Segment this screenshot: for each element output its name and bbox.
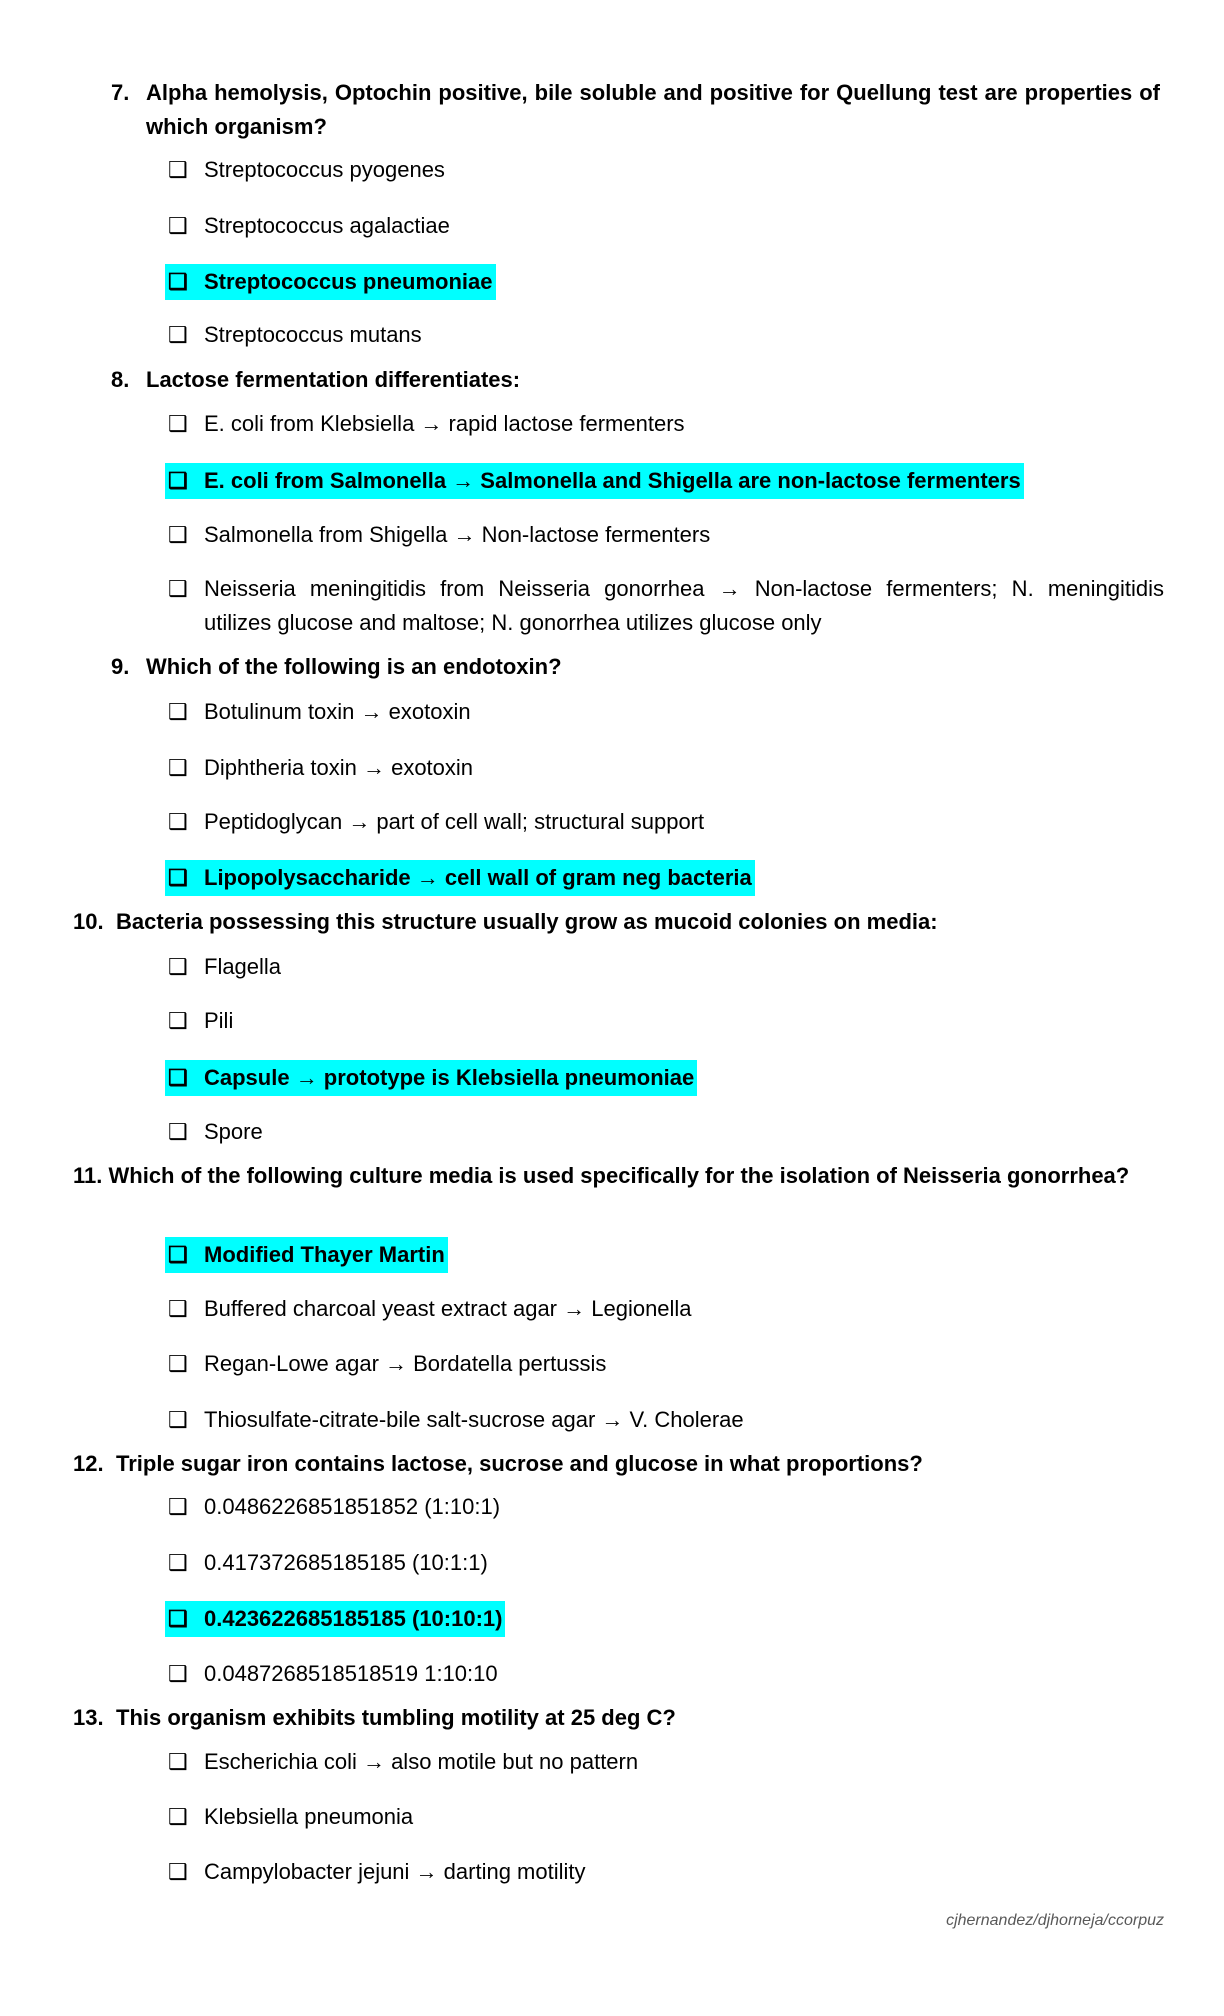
checkbox-icon[interactable]: ❑: [168, 522, 188, 547]
option-text: Buffered charcoal yeast extract agar → Legionella: [204, 1296, 692, 1321]
answer-option[interactable]: [168, 153, 445, 187]
option-text: Flagella: [204, 954, 282, 979]
question-number: 9.: [111, 654, 130, 679]
answer-option[interactable]: [168, 805, 704, 839]
question-text: Lactose fermentation differentiates:: [146, 367, 521, 392]
answer-option[interactable]: [168, 318, 422, 352]
answer-option-correct[interactable]: [165, 1060, 697, 1096]
option-text: Salmonella from Shigella → Non-lactose fermenters: [204, 522, 711, 547]
question-number: 8.: [111, 367, 130, 392]
option-text: Modified Thayer Martin: [204, 1242, 445, 1267]
answer-option[interactable]: [168, 209, 450, 243]
answer-option[interactable]: [168, 1490, 500, 1524]
checkbox-icon[interactable]: ❑: [168, 1661, 188, 1686]
question-number: 7.: [111, 80, 130, 105]
checkbox-icon[interactable]: ❑: [168, 1804, 188, 1829]
checkbox-icon[interactable]: ❑: [168, 1859, 188, 1884]
checkbox-icon[interactable]: ❑: [168, 1550, 188, 1575]
answer-option[interactable]: [168, 1292, 692, 1326]
answer-option[interactable]: [168, 1115, 263, 1149]
checkbox-icon[interactable]: ❑: [168, 213, 188, 238]
checkbox-icon[interactable]: ❑: [168, 809, 188, 834]
question-text: Bacteria possessing this structure usually grow as mucoid colonies on media:: [116, 909, 938, 934]
checkbox-icon[interactable]: ❑: [168, 1296, 188, 1321]
checkbox-icon[interactable]: ❑: [168, 1351, 188, 1376]
answer-option[interactable]: [168, 751, 473, 785]
option-text: Botulinum toxin → exotoxin: [204, 699, 471, 724]
option-text: Streptococcus pyogenes: [204, 157, 445, 182]
question-number: 13.: [73, 1705, 104, 1730]
option-text: 0.0487268518518519 1:10:10: [204, 1661, 498, 1686]
option-text: Neisseria meningitidis from Neisseria gonorrhea → Non-lactose fermenters; N. meningitidis utilizes glucose and maltose; N. gonorrhea utilizes glucose only: [204, 576, 1164, 635]
checkbox-icon[interactable]: ❑: [168, 411, 188, 436]
checkbox-icon[interactable]: ❑: [168, 576, 188, 601]
option-text: E. coli from Klebsiella → rapid lactose fermenters: [204, 411, 685, 436]
answer-option[interactable]: [168, 572, 1164, 640]
checkbox-icon[interactable]: ❑: [168, 1606, 188, 1631]
option-text: 0.417372685185185 (10:1:1): [204, 1550, 488, 1575]
checkbox-icon[interactable]: ❑: [168, 1242, 188, 1267]
checkbox-icon[interactable]: ❑: [168, 322, 188, 347]
answer-option[interactable]: [168, 1657, 498, 1691]
checkbox-icon[interactable]: ❑: [168, 157, 188, 182]
option-text: Streptococcus agalactiae: [204, 213, 450, 238]
checkbox-icon[interactable]: ❑: [168, 699, 188, 724]
checkbox-icon[interactable]: ❑: [168, 1407, 188, 1432]
question-9: [111, 650, 1160, 684]
option-text: Diphtheria toxin → exotoxin: [204, 755, 474, 780]
checkbox-icon[interactable]: ❑: [168, 1494, 188, 1519]
question-number: 12.: [73, 1451, 104, 1476]
question-10: [73, 905, 1160, 939]
checkbox-icon[interactable]: ❑: [168, 1065, 188, 1090]
answer-option[interactable]: [168, 1004, 233, 1038]
checkbox-icon[interactable]: ❑: [168, 1119, 188, 1144]
answer-option[interactable]: [168, 695, 471, 729]
question-number: 11.: [73, 1163, 103, 1188]
question-text: Which of the following is an endotoxin?: [146, 654, 562, 679]
option-text: Klebsiella pneumonia: [204, 1804, 414, 1829]
answer-option[interactable]: [168, 1546, 488, 1580]
question-text: This organism exhibits tumbling motility at 25 deg C?: [116, 1705, 676, 1730]
answer-option[interactable]: [168, 1855, 586, 1889]
option-text: Spore: [204, 1119, 263, 1144]
checkbox-icon[interactable]: ❑: [168, 1008, 188, 1033]
option-text: 0.423622685185185 (10:10:1): [204, 1606, 503, 1631]
question-text: Triple sugar iron contains lactose, sucrose and glucose in what proportions?: [116, 1451, 923, 1476]
option-text: Streptococcus mutans: [204, 322, 422, 347]
answer-option[interactable]: [168, 1745, 638, 1779]
answer-option[interactable]: [168, 1403, 744, 1437]
answer-option-correct[interactable]: [165, 264, 496, 300]
question-12: [73, 1447, 1160, 1481]
checkbox-icon[interactable]: ❑: [168, 1749, 188, 1774]
question-7: [111, 76, 1160, 144]
author-footer: cjhernandez/djhorneja/ccorpuz: [946, 1912, 1164, 1929]
question-text: Alpha hemolysis, Optochin positive, bile soluble and positive for Quellung test are properties of which organism?: [146, 80, 1160, 139]
question-number: 10.: [73, 909, 104, 934]
option-text: Streptococcus pneumoniae: [204, 269, 493, 294]
option-text: Escherichia coli → also motile but no pattern: [204, 1749, 639, 1774]
option-text: Thiosulfate-citrate-bile salt-sucrose agar → V. Cholerae: [204, 1407, 744, 1432]
option-text: 0.0486226851851852 (1:10:1): [204, 1494, 501, 1519]
checkbox-icon[interactable]: ❑: [168, 468, 188, 493]
option-text: Capsule → prototype is Klebsiella pneumoniae: [204, 1065, 695, 1090]
option-text: Lipopolysaccharide → cell wall of gram neg bacteria: [204, 865, 752, 890]
answer-option[interactable]: [168, 950, 281, 984]
option-text: Pili: [204, 1008, 234, 1033]
answer-option[interactable]: [168, 1347, 606, 1381]
answer-option-correct[interactable]: [165, 463, 1024, 499]
option-text: Campylobacter jejuni → darting motility: [204, 1859, 586, 1884]
option-text: Regan-Lowe agar → Bordatella pertussis: [204, 1351, 607, 1376]
question-8: [111, 363, 1160, 397]
answer-option-correct[interactable]: [165, 1601, 505, 1637]
checkbox-icon[interactable]: ❑: [168, 954, 188, 979]
answer-option[interactable]: [168, 1800, 413, 1834]
checkbox-icon[interactable]: ❑: [168, 269, 188, 294]
answer-option[interactable]: [168, 407, 685, 441]
checkbox-icon[interactable]: ❑: [168, 755, 188, 780]
question-13: [73, 1701, 1160, 1735]
checkbox-icon[interactable]: ❑: [168, 865, 188, 890]
option-text: E. coli from Salmonella → Salmonella and Shigella are non-lactose fermenters: [204, 468, 1021, 493]
option-text: Peptidoglycan → part of cell wall; structural support: [204, 809, 705, 834]
answer-option-correct[interactable]: [165, 1237, 448, 1273]
answer-option-correct[interactable]: [165, 860, 755, 896]
answer-option[interactable]: [168, 518, 710, 552]
question-11: [73, 1159, 1160, 1193]
question-text: Which of the following culture media is used specifically for the isolation of Neisseria gonorrhea?: [108, 1163, 1130, 1188]
